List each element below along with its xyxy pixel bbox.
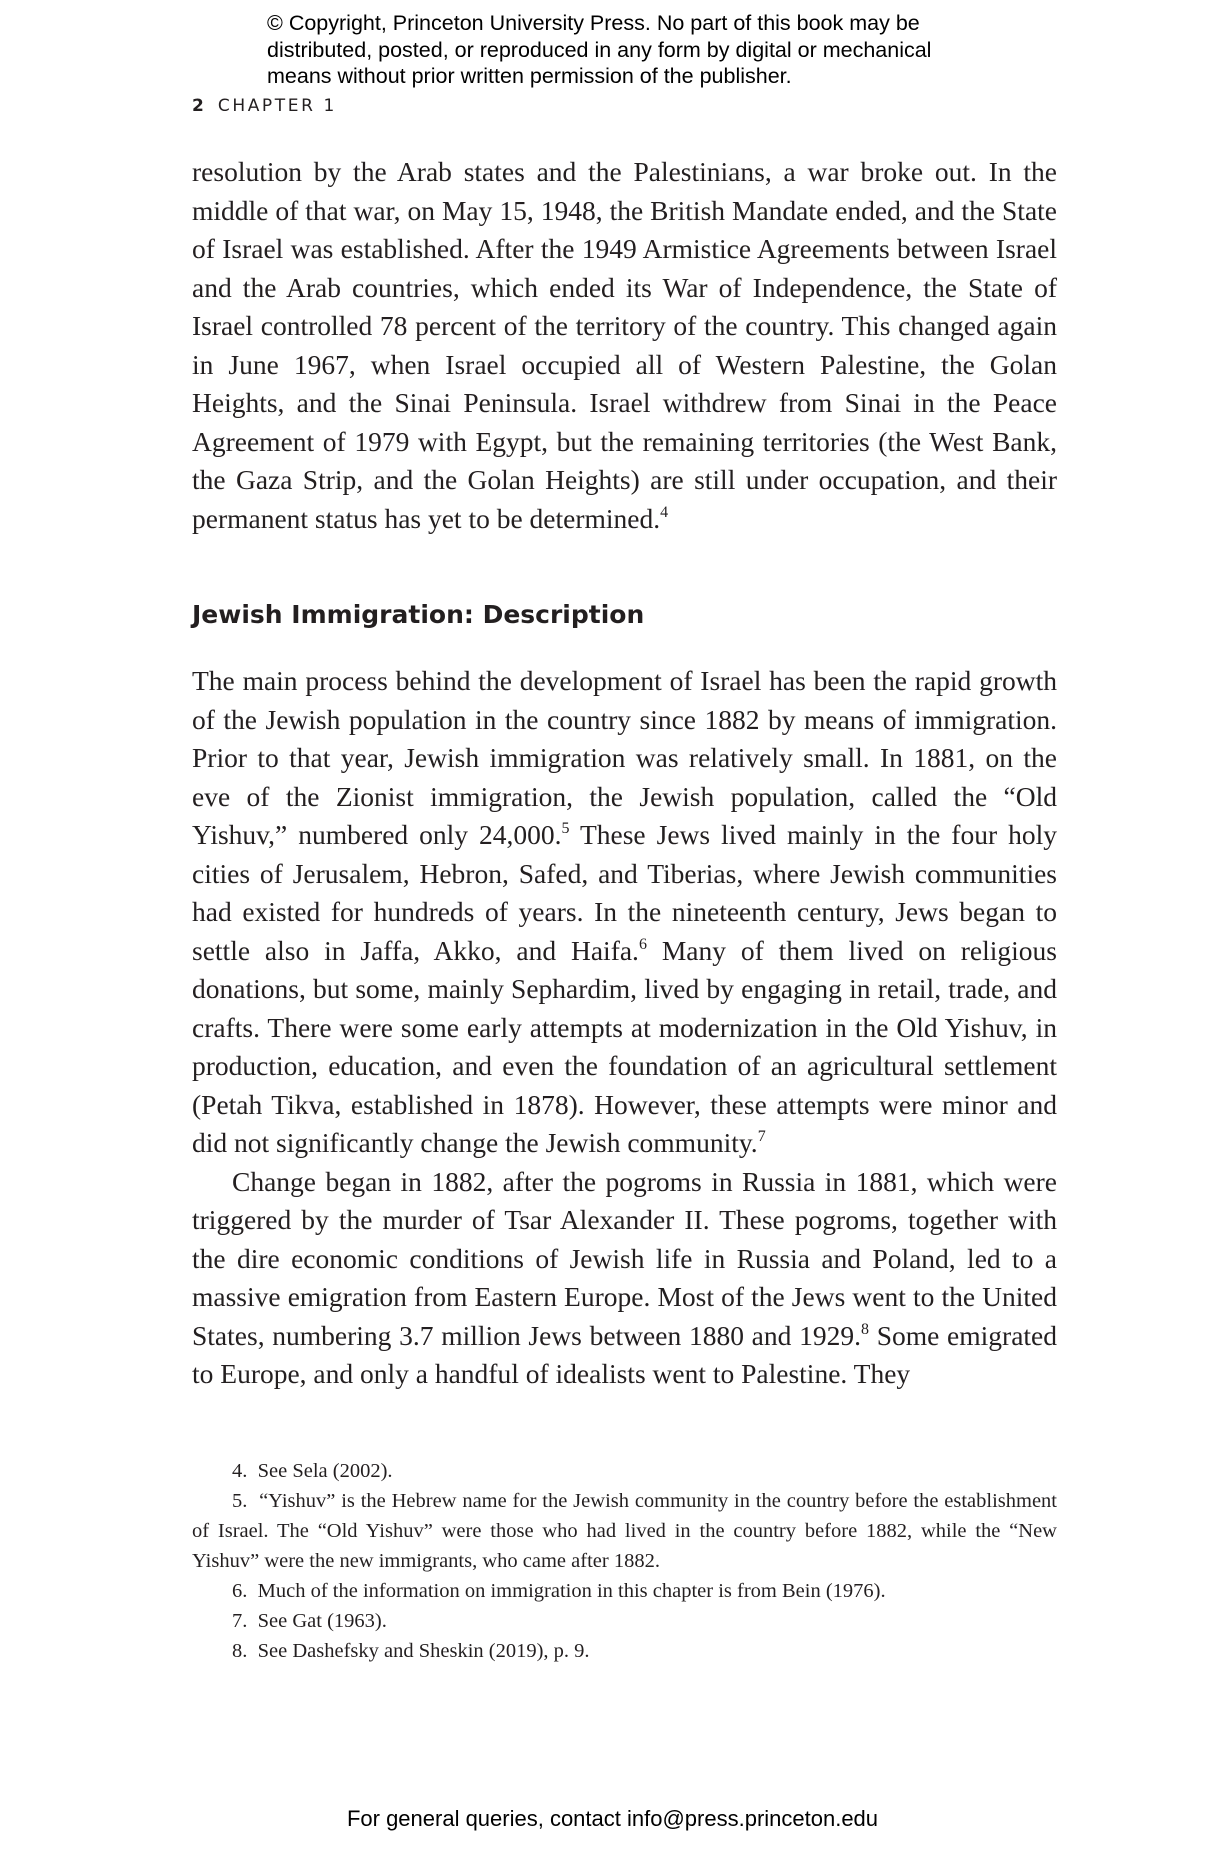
footnote-number: 7. — [232, 1610, 248, 1632]
copyright-notice — [267, 10, 1027, 90]
paragraph-text: Change began in 1882, after the pogroms in Russia in 1881, which were triggered by the murder of Tsar Alexander II. These pogroms, together with the dire economic conditions of Jewish life in Russia and Poland, led to a massive emigration from Eastern Europe. Most of the Jews went to the United States, numbering 3.7 million Jews between 1880 and 1929. — [192, 1165, 1057, 1351]
footnote-text: Much of the information on immigration in this chapter is from Bein (1976). — [257, 1580, 886, 1602]
copyright-line: distributed, posted, or reproduced in any form by digital or mechanical — [267, 37, 932, 62]
paragraph — [192, 662, 1057, 1163]
footnote-text: See Sela (2002). — [257, 1460, 393, 1482]
paragraph-text: These Jews lived mainly in the four holy cities of Jerusalem, Hebron, Safed, and Tiberias, where Jewish communities had existed for hundreds of years. In the nineteenth century, Jews began to settle also in Jaffa, Akko, and Haifa. — [192, 819, 1057, 966]
footnote — [192, 1576, 1057, 1606]
paragraph-text: The main process behind the development of Israel has been the rapid growth of the Jewish population in the country since 1882 by means of immigration. Prior to that year, Jewish immigration was relatively small. In 1881, on the eve of the Zionist immigration, the Jewish population, called the “Old Yishuv,” numbered only 24,000. — [192, 665, 1057, 850]
contact-text: For general queries, contact info@press.princeton.edu — [346, 1806, 879, 1831]
footnote-text: See Gat (1963). — [257, 1610, 387, 1632]
paragraph — [192, 153, 1057, 538]
paragraph-text: Many of them lived on religious donations, but some, mainly Sephardim, lived by engaging in retail, trade, and crafts. There were some early attempts at modernization in the Old Yishuv, in production, education, and even the foundation of an agricultural settlement (Petah Tikva, established in 1878). However, these attempts were minor and did not significantly change the Jewish community. — [192, 934, 1057, 1158]
footnote-ref[interactable]: 5 — [561, 820, 570, 837]
footnote-number: 6. — [232, 1580, 248, 1602]
page-footer — [0, 1806, 1225, 1832]
copyright-line: means without prior written permission of the publisher. — [267, 64, 792, 88]
section-heading: Jewish Immigration: Description — [192, 600, 645, 629]
footnote — [192, 1636, 1057, 1666]
footnote-number: 8. — [232, 1640, 248, 1662]
footnotes — [192, 1456, 1057, 1666]
footnote-ref[interactable]: 7 — [757, 1128, 766, 1145]
footnote — [192, 1486, 1057, 1576]
page-number: 2 — [192, 96, 204, 116]
copyright-line: © Copyright, Princeton University Press. No part of this book may be — [267, 11, 920, 35]
paragraph — [192, 1163, 1057, 1394]
footnote-number: 4. — [232, 1460, 248, 1482]
footnote-ref[interactable]: 8 — [860, 1320, 869, 1338]
chapter-label: CHAPTER 1 — [217, 96, 337, 116]
footnote-ref[interactable]: 6 — [638, 935, 647, 953]
footnote-ref[interactable]: 4 — [660, 503, 669, 521]
footnote-number: 5. — [232, 1490, 248, 1512]
footnote — [192, 1606, 1057, 1636]
footnote-text: See Dashefsky and Sheskin (2019), p. 9. — [257, 1640, 590, 1662]
footnote — [192, 1456, 1057, 1486]
paragraph-text: resolution by the Arab states and the Palestinians, a war broke out. In the middle of that war, on May 15, 1948, the British Mandate ended, and the State of Israel was established. After the 1949 Armistice Agreements between Israel and the Arab countries, which ended its War of Independence, the State of Israel controlled 78 percent of the territory of the country. This changed again in June 1967, when Israel occupied all of Western Palestine, the Golan Heights, and the Sinai Peninsula. Israel withdrew from Sinai in the Peace Agreement of 1979 with Egypt, but the remaining territories (the West Bank, the Gaza Strip, and the Golan Heights) are still under occupation, and their permanent status has yet to be determined. — [192, 156, 1057, 534]
footnote-text: “Yishuv” is the Hebrew name for the Jewish community in the country before the establishment of Israel. The “Old Yishuv” were those who had lived in the country before 1882, while the “New Yishuv” were the new immigrants, who came after 1882. — [192, 1490, 1057, 1572]
body-section — [192, 662, 1057, 1394]
paragraph-text: Some emigrated to Europe, and only a handful of idealists went to Palestine. They — [192, 1319, 1057, 1389]
body-paragraph-1 — [192, 153, 1057, 538]
running-head — [192, 96, 337, 116]
